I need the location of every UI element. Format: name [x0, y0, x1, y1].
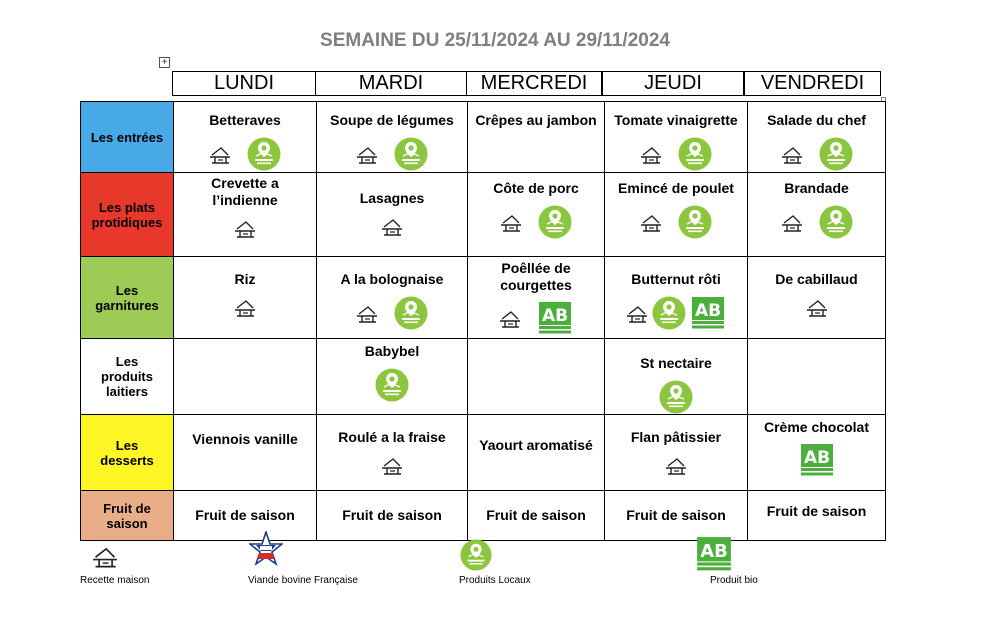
house-icon — [209, 143, 231, 165]
dish-icons — [605, 296, 747, 330]
svg-text:AB: AB — [541, 306, 569, 326]
house-icon — [806, 296, 828, 318]
category-label — [81, 173, 174, 257]
house-icon — [234, 217, 256, 239]
dish-icons — [317, 296, 467, 330]
menu-cell — [605, 173, 748, 257]
category-text: Fruit de saison — [103, 500, 151, 531]
dish-name: St nectaire — [640, 355, 712, 371]
menu-table — [80, 101, 886, 541]
dish-name: De cabillaud — [775, 271, 858, 287]
category-label — [81, 415, 174, 491]
menu-cell — [748, 415, 886, 491]
dish-name: Soupe de légumes — [330, 112, 454, 128]
dish-name: Fruit de saison — [766, 503, 867, 519]
local-products-icon — [538, 205, 572, 239]
dish-icons — [748, 137, 885, 171]
local-products-icon — [652, 296, 686, 330]
dish-icons — [174, 137, 316, 171]
category-text: Les plats protidiques — [91, 199, 163, 230]
house-icon — [626, 302, 648, 324]
dish-name: Flan pâtissier — [630, 429, 722, 445]
dish-name: Roulé a la fraise — [338, 429, 446, 445]
menu-cell — [317, 102, 468, 173]
local-products-icon — [678, 205, 712, 239]
dish-name: Riz — [234, 271, 256, 287]
menu-cell — [605, 257, 748, 339]
menu-cell — [748, 339, 886, 415]
local-products-icon — [394, 296, 428, 330]
legend-icon-bio — [695, 537, 733, 576]
dish-name: Betteraves — [209, 112, 281, 128]
menu-cell — [317, 173, 468, 257]
house-icon — [381, 454, 403, 476]
house-icon — [781, 143, 803, 165]
legend-icon-maison — [92, 543, 118, 574]
local-products-icon — [460, 539, 492, 571]
category-label — [81, 102, 174, 173]
house-icon — [356, 302, 378, 324]
dish-name: Lasagnes — [359, 190, 425, 206]
organic-ab-icon — [799, 444, 835, 476]
menu-row — [81, 257, 886, 339]
house-icon — [356, 143, 378, 165]
dish-name: Butternut rôti — [631, 271, 721, 287]
menu-cell — [748, 173, 886, 257]
dish-icons — [317, 368, 467, 402]
menu-cell — [174, 339, 317, 415]
dish-icons — [605, 454, 747, 476]
menu-row — [81, 415, 886, 491]
page-title: SEMAINE DU 25/11/2024 AU 29/11/2024 — [320, 30, 670, 51]
table-move-handle[interactable]: + — [159, 57, 170, 68]
local-products-icon — [659, 380, 693, 414]
menu-cell — [468, 415, 605, 491]
menu-cell — [605, 339, 748, 415]
menu-cell — [605, 491, 748, 541]
house-icon — [781, 211, 803, 233]
dish-name: Côte de porc — [493, 180, 579, 196]
dish-name: Yaourt aromatisé — [479, 437, 593, 453]
category-label — [81, 491, 174, 541]
dish-name: Babybel — [364, 343, 420, 359]
day-header-lundi: LUNDI — [172, 71, 316, 96]
dish-name: Crevette a l’indienne — [211, 175, 279, 208]
menu-cell — [605, 415, 748, 491]
menu-row — [81, 102, 886, 173]
menu-row — [81, 173, 886, 257]
dish-icons — [174, 296, 316, 318]
dish-icons — [748, 444, 885, 476]
menu-cell — [317, 339, 468, 415]
legend-label-maison: Recette maison — [80, 575, 150, 586]
menu-cell — [748, 102, 886, 173]
category-label — [81, 339, 174, 415]
dish-icons — [468, 302, 604, 334]
legend-label-local: Produits Locaux — [459, 575, 531, 586]
legend-icon-local — [460, 539, 492, 576]
menu-cell — [174, 173, 317, 257]
dish-name: Fruit de saison — [342, 507, 442, 523]
category-text: Les produits laitiers — [101, 354, 153, 399]
dish-icons — [468, 205, 604, 239]
svg-text:AB: AB — [694, 301, 722, 321]
dish-name: Brandade — [784, 180, 849, 196]
menu-cell — [748, 491, 886, 541]
dish-name: Emincé de poulet — [618, 180, 734, 196]
dish-icons — [317, 454, 467, 476]
house-icon — [640, 211, 662, 233]
dish-icons — [748, 296, 885, 318]
house-icon — [234, 296, 256, 318]
legend-label-bovine: Viande bovine Française — [248, 575, 358, 586]
category-text: Les entrées — [90, 129, 164, 145]
dish-name: Fruit de saison — [195, 507, 295, 523]
day-header-vendredi: VENDREDI — [744, 71, 881, 96]
dish-name: Crêpes au jambon — [475, 112, 597, 128]
svg-text:AB: AB — [803, 448, 830, 468]
organic-ab-icon — [537, 302, 573, 334]
menu-cell — [317, 257, 468, 339]
menu-cell — [468, 173, 605, 257]
local-products-icon — [247, 137, 281, 171]
category-text: Les desserts — [100, 437, 154, 468]
dish-name: Crème chocolat — [763, 419, 870, 435]
menu-cell — [174, 102, 317, 173]
dish-name: Fruit de saison — [486, 507, 586, 523]
local-products-icon — [375, 368, 409, 402]
dish-name: Poêllée de courgettes — [500, 260, 572, 293]
legend-label-bio: Produit bio — [710, 575, 758, 586]
category-label — [81, 257, 174, 339]
dish-icons — [605, 205, 747, 239]
organic-ab-icon — [690, 297, 726, 329]
legend-icon-bovine — [249, 531, 283, 574]
dish-name: Tomate vinaigrette — [614, 112, 738, 128]
dish-name: Salade du chef — [767, 112, 866, 128]
dish-name: A la bolognaise — [340, 271, 444, 287]
menu-cell — [317, 491, 468, 541]
local-products-icon — [819, 205, 853, 239]
dish-icons — [605, 137, 747, 171]
house-icon — [640, 143, 662, 165]
dish-icons — [605, 380, 747, 414]
dish-name: Fruit de saison — [626, 507, 726, 523]
day-header-mardi: MARDI — [315, 71, 467, 96]
local-products-icon — [819, 137, 853, 171]
menu-cell — [748, 257, 886, 339]
house-icon — [92, 543, 118, 569]
menu-row — [81, 339, 886, 415]
dish-icons — [748, 205, 885, 239]
dish-icons — [317, 137, 467, 171]
menu-cell — [174, 415, 317, 491]
dish-icons — [174, 217, 316, 239]
menu-row — [81, 491, 886, 541]
menu-cell — [174, 257, 317, 339]
house-icon — [665, 454, 687, 476]
menu-cell — [468, 102, 605, 173]
local-products-icon — [394, 137, 428, 171]
menu-cell — [468, 257, 605, 339]
menu-cell — [468, 491, 605, 541]
house-icon — [499, 307, 521, 329]
menu-cell — [468, 339, 605, 415]
svg-text:AB: AB — [700, 541, 728, 563]
house-icon — [500, 211, 522, 233]
local-products-icon — [678, 137, 712, 171]
day-header-jeudi: JEUDI — [602, 71, 744, 96]
french-beef-icon — [249, 531, 283, 569]
menu-cell — [605, 102, 748, 173]
menu-cell — [174, 491, 317, 541]
dish-icons — [317, 215, 467, 237]
house-icon — [381, 215, 403, 237]
menu-cell — [317, 415, 468, 491]
category-text: Les garnitures — [95, 282, 159, 313]
organic-ab-icon — [695, 537, 733, 571]
day-header-mercredi: MERCREDI — [466, 71, 602, 96]
dish-name: Viennois vanille — [192, 431, 298, 447]
